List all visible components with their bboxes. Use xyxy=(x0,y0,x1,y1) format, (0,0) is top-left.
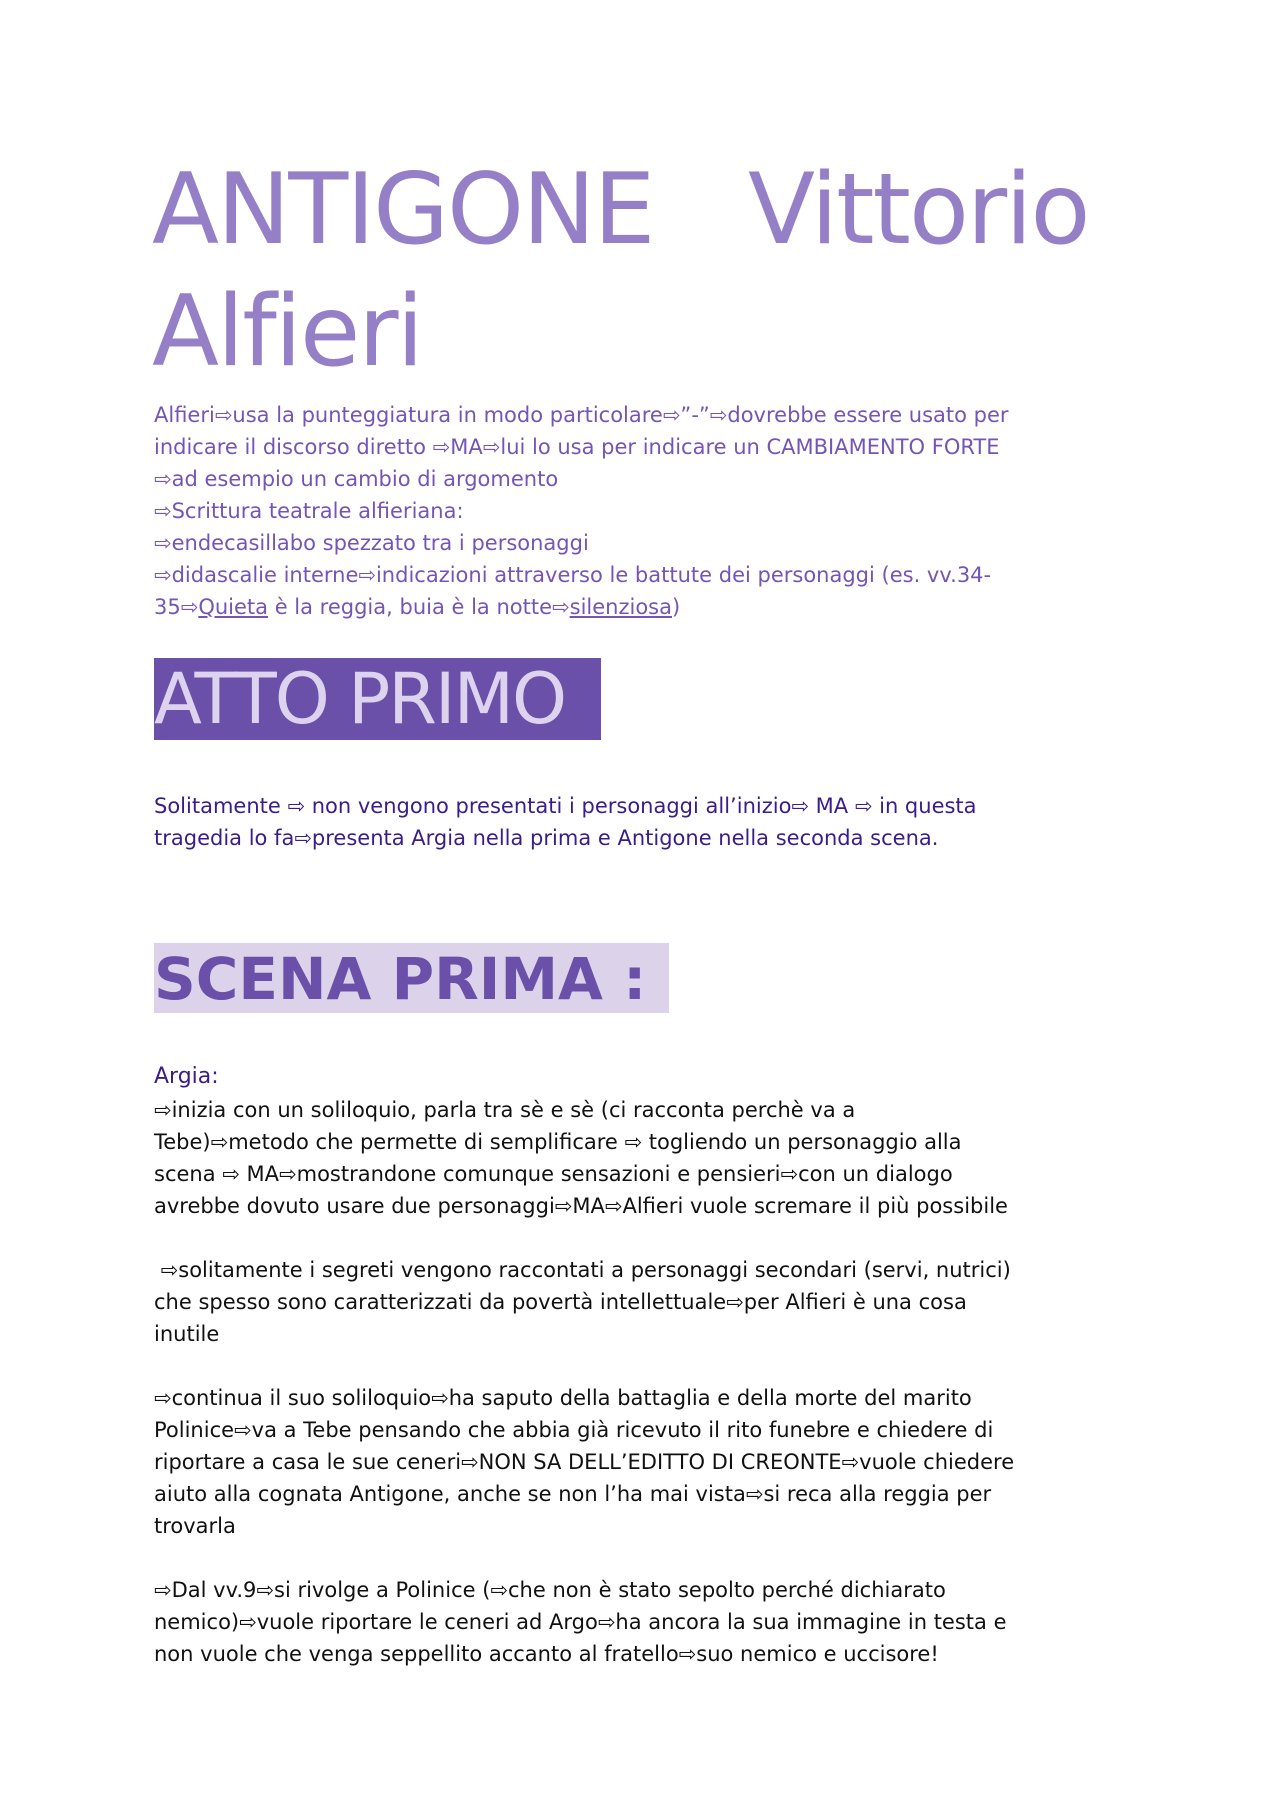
intro-line: Alfieri⇨usa la punteggiatura in modo particolare⇨”-”⇨dovrebbe essere usato per xyxy=(154,403,1009,427)
underlined-quote: silenziosa xyxy=(569,595,672,619)
intro-line: ⇨ad esempio un cambio di argomento xyxy=(154,467,559,491)
body-line: trovarla xyxy=(154,1514,236,1538)
body-line: scena ⇨ MA⇨mostrandone comunque sensazioni e pensieri⇨con un dialogo xyxy=(154,1162,953,1186)
intro-line: ⇨didascalie interne⇨indicazioni attraverso le battute dei personaggi (es. vv.34- xyxy=(154,563,992,587)
solitamente-line: tragedia lo fa⇨presenta Argia nella prima e Antigone nella seconda scena. xyxy=(154,826,939,850)
body-line: ⇨Dal vv.9⇨si rivolge a Polinice (⇨che non è stato sepolto perché dichiarato xyxy=(154,1578,946,1602)
intro-line-last xyxy=(154,591,680,623)
title-alfieri: Alfieri xyxy=(152,275,422,389)
intro-line: ⇨endecasillabo spezzato tra i personaggi xyxy=(154,531,589,555)
body-line: ⇨continua il suo soliloquio⇨ha saputo della battaglia e della morte del marito xyxy=(154,1386,972,1410)
intro-text: è la reggia, buia è la notte⇨ xyxy=(268,595,570,619)
title-antigone: ANTIGONE xyxy=(152,153,654,267)
body-line: riportare a casa le sue ceneri⇨NON SA DELL’EDITTO DI CREONTE⇨vuole chiedere xyxy=(154,1450,1015,1474)
body-line: ⇨inizia con un soliloquio, parla tra sè e sè (ci racconta perchè va a xyxy=(154,1098,856,1122)
body-line: Tebe)⇨metodo che permette di semplificare ⇨ togliendo un personaggio alla xyxy=(154,1130,962,1154)
intro-text: ) xyxy=(671,595,681,619)
body-line: che spesso sono caratterizzati da povertà intellettuale⇨per Alfieri è una cosa xyxy=(154,1290,967,1314)
intro-line: indicare il discorso diretto ⇨MA⇨lui lo usa per indicare un CAMBIAMENTO FORTE xyxy=(154,435,1000,459)
intro-text: 35⇨ xyxy=(154,595,199,619)
body-line: nemico)⇨vuole riportare le ceneri ad Argo⇨ha ancora la sua immagine in testa e xyxy=(154,1610,1007,1634)
underlined-quote: Quieta xyxy=(198,595,269,619)
heading-scena-prima: SCENA PRIMA : xyxy=(154,943,669,1013)
body-line: ⇨solitamente i segreti vengono raccontati a personaggi secondari (servi, nutrici) xyxy=(154,1258,1011,1282)
body-line: avrebbe dovuto usare due personaggi⇨MA⇨Alfieri vuole scremare il più possibile xyxy=(154,1194,1008,1218)
body-line: Polinice⇨va a Tebe pensando che abbia già ricevuto il rito funebre e chiedere di xyxy=(154,1418,994,1442)
intro-line: ⇨Scrittura teatrale alfieriana: xyxy=(154,499,464,523)
character-argia: Argia: xyxy=(154,1064,219,1089)
body-line: aiuto alla cognata Antigone, anche se non l’ha mai vista⇨si reca alla reggia per xyxy=(154,1482,992,1506)
body-line: inutile xyxy=(154,1322,220,1346)
title-vittorio: Vittorio xyxy=(748,153,1089,267)
body-line: non vuole che venga seppellito accanto al fratello⇨suo nemico e uccisore! xyxy=(154,1642,939,1666)
heading-atto-primo: ATTO PRIMO xyxy=(154,658,601,740)
solitamente-line: Solitamente ⇨ non vengono presentati i personaggi all’inizio⇨ MA ⇨ in questa xyxy=(154,794,977,818)
